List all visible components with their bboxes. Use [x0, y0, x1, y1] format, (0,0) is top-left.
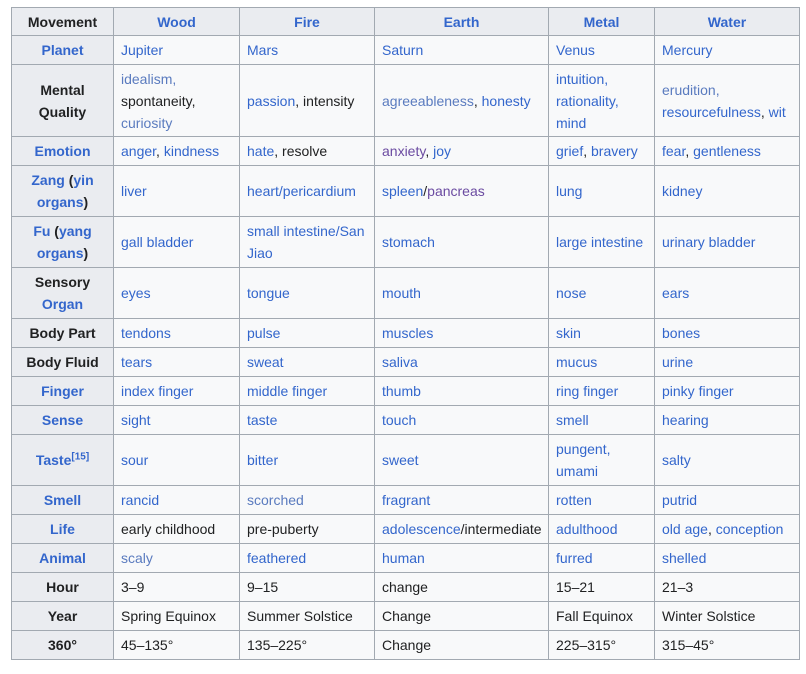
row-label-planet[interactable]: Planet [12, 36, 114, 65]
row-label-mental-quality: Mental Quality [12, 65, 114, 137]
cell-fu-wood[interactable]: gall bladder [114, 217, 240, 268]
cell-animal-fire[interactable]: feathered [240, 544, 375, 573]
row-life [12, 515, 800, 544]
row-label-zang: Zang (yin organs) [12, 166, 114, 217]
cell-degrees-earth: Change [375, 631, 549, 660]
cell-fu-earth[interactable]: stomach [375, 217, 549, 268]
cell-hour-earth: change [375, 573, 549, 602]
cell-bodypart-earth[interactable]: muscles [375, 319, 549, 348]
row-mental-quality [12, 65, 800, 137]
cell-degrees-metal: 225–315° [549, 631, 655, 660]
row-sense [12, 406, 800, 435]
link-curiosity[interactable]: curiosity [121, 114, 173, 131]
cell-emotion-earth: anxiety, joy [375, 137, 549, 166]
row-label-smell[interactable]: Smell [12, 486, 114, 515]
link-idealism[interactable]: idealism, [121, 70, 177, 87]
row-label-sensory-organ: Sensory Organ [12, 268, 114, 319]
link-wit[interactable]: wit [768, 103, 786, 120]
row-label-animal[interactable]: Animal [12, 544, 114, 573]
row-hour [12, 573, 800, 602]
link-mind[interactable]: mind [556, 114, 587, 131]
cell-animal-wood[interactable]: scaly [114, 544, 240, 573]
cell-finger-wood[interactable]: index finger [114, 377, 240, 406]
header-water[interactable]: Water [655, 8, 800, 36]
cell-fu-metal[interactable]: large intestine [549, 217, 655, 268]
header-earth[interactable]: Earth [375, 8, 549, 36]
row-taste [12, 435, 800, 486]
cell-finger-fire[interactable]: middle finger [240, 377, 375, 406]
cell-sensory-water[interactable]: ears [655, 268, 800, 319]
cell-zang-fire[interactable]: heart/pericardium [240, 166, 375, 217]
cell-sensory-fire[interactable]: tongue [240, 268, 375, 319]
cell-bodyfluid-wood[interactable]: tears [114, 348, 240, 377]
cell-smell-water[interactable]: putrid [655, 486, 800, 515]
cell-sense-metal[interactable]: smell [549, 406, 655, 435]
five-elements-table [11, 7, 800, 660]
cell-year-water: Winter Solstice [655, 602, 800, 631]
link-intuition[interactable]: intuition, [556, 70, 609, 87]
cell-degrees-fire: 135–225° [240, 631, 375, 660]
cell-animal-water[interactable]: shelled [655, 544, 800, 573]
link-erudition[interactable]: erudition, [662, 81, 720, 98]
cell-taste-water[interactable]: salty [655, 435, 800, 486]
row-emotion [12, 137, 800, 166]
cell-emotion-water: fear, gentleness [655, 137, 800, 166]
cell-sensory-earth[interactable]: mouth [375, 268, 549, 319]
cell-bodyfluid-water[interactable]: urine [655, 348, 800, 377]
cell-taste-fire[interactable]: bitter [240, 435, 375, 486]
cell-taste-metal: pungent, umami [549, 435, 655, 486]
row-fu [12, 217, 800, 268]
cell-mental-metal [549, 65, 655, 137]
cell-bodypart-wood[interactable]: tendons [114, 319, 240, 348]
row-degrees [12, 631, 800, 660]
row-label-degrees: 360° [12, 631, 114, 660]
row-label-year: Year [12, 602, 114, 631]
row-planet [12, 36, 800, 65]
cell-mental-fire: passion, intensity [240, 65, 375, 137]
cell-sense-water[interactable]: hearing [655, 406, 800, 435]
row-label-sense[interactable]: Sense [12, 406, 114, 435]
cell-year-wood: Spring Equinox [114, 602, 240, 631]
cell-finger-water[interactable]: pinky finger [655, 377, 800, 406]
cell-degrees-water: 315–45° [655, 631, 800, 660]
row-label-taste[interactable]: Taste[15] [12, 435, 114, 486]
cell-animal-earth[interactable]: human [375, 544, 549, 573]
cell-planet-metal[interactable]: Venus [549, 36, 655, 65]
link-passion[interactable]: passion [247, 92, 296, 109]
cell-year-metal: Fall Equinox [549, 602, 655, 631]
cell-taste-earth[interactable]: sweet [375, 435, 549, 486]
header-fire[interactable]: Fire [240, 8, 375, 36]
cell-mental-wood: idealism, spontaneity, curiosity [114, 65, 240, 137]
cell-sense-earth[interactable]: touch [375, 406, 549, 435]
cell-life-water: old age, conception [655, 515, 800, 544]
cell-life-fire: pre-puberty [240, 515, 375, 544]
cell-smell-metal[interactable]: rotten [549, 486, 655, 515]
cell-hour-water: 21–3 [655, 573, 800, 602]
cell-smell-fire[interactable]: scorched [240, 486, 375, 515]
cell-hour-metal: 15–21 [549, 573, 655, 602]
header-metal[interactable]: Metal [549, 8, 655, 36]
cell-sensory-metal[interactable]: nose [549, 268, 655, 319]
row-smell [12, 486, 800, 515]
cell-degrees-wood: 45–135° [114, 631, 240, 660]
row-label-body-fluid: Body Fluid [12, 348, 114, 377]
row-finger [12, 377, 800, 406]
cell-bodypart-metal[interactable]: skin [549, 319, 655, 348]
cell-sensory-wood[interactable]: eyes [114, 268, 240, 319]
row-body-part [12, 319, 800, 348]
cell-year-fire: Summer Solstice [240, 602, 375, 631]
cell-hour-fire: 9–15 [240, 573, 375, 602]
cell-emotion-wood: anger, kindness [114, 137, 240, 166]
row-label-emotion[interactable]: Emotion [12, 137, 114, 166]
cell-sense-wood[interactable]: sight [114, 406, 240, 435]
row-label-life[interactable]: Life [12, 515, 114, 544]
row-sensory-organ [12, 268, 800, 319]
cell-planet-wood[interactable]: Jupiter [114, 36, 240, 65]
link-honesty[interactable]: honesty [481, 92, 531, 109]
cell-taste-wood[interactable]: sour [114, 435, 240, 486]
cell-life-earth: adolescence/intermediate [375, 515, 549, 544]
cell-planet-water[interactable]: Mercury [655, 36, 800, 65]
cell-finger-earth[interactable]: thumb [375, 377, 549, 406]
row-year [12, 602, 800, 631]
cell-zang-earth: spleen/pancreas [375, 166, 549, 217]
footnote-15[interactable]: [15] [71, 451, 90, 463]
cell-zang-wood[interactable]: liver [114, 166, 240, 217]
link-rationality[interactable]: rationality, [556, 92, 619, 109]
cell-emotion-fire: hate, resolve [240, 137, 375, 166]
cell-smell-earth[interactable]: fragrant [375, 486, 549, 515]
cell-bodypart-water[interactable]: bones [655, 319, 800, 348]
row-label-finger[interactable]: Finger [12, 377, 114, 406]
cell-zang-water[interactable]: kidney [655, 166, 800, 217]
cell-fu-water[interactable]: urinary bladder [655, 217, 800, 268]
cell-bodyfluid-earth[interactable]: saliva [375, 348, 549, 377]
row-label-hour: Hour [12, 573, 114, 602]
row-label-fu: Fu (yang organs) [12, 217, 114, 268]
cell-mental-water: erudition, resourcefulness, wit [655, 65, 800, 137]
header-movement: Movement [12, 8, 114, 36]
cell-mental-earth: agreeableness, honesty [375, 65, 549, 137]
cell-bodyfluid-fire[interactable]: sweat [240, 348, 375, 377]
cell-bodyfluid-metal[interactable]: mucus [549, 348, 655, 377]
cell-planet-earth[interactable]: Saturn [375, 36, 549, 65]
header-wood[interactable]: Wood [114, 8, 240, 36]
row-label-body-part: Body Part [12, 319, 114, 348]
cell-fu-fire[interactable]: small intestine/San Jiao [240, 217, 375, 268]
cell-sense-fire[interactable]: taste [240, 406, 375, 435]
header-row [12, 8, 800, 36]
cell-emotion-metal: grief, bravery [549, 137, 655, 166]
cell-life-wood: early childhood [114, 515, 240, 544]
row-animal [12, 544, 800, 573]
cell-life-metal[interactable]: adulthood [549, 515, 655, 544]
cell-year-earth: Change [375, 602, 549, 631]
cell-hour-wood: 3–9 [114, 573, 240, 602]
cell-bodypart-fire[interactable]: pulse [240, 319, 375, 348]
row-body-fluid [12, 348, 800, 377]
cell-zang-metal[interactable]: lung [549, 166, 655, 217]
link-resourcefulness[interactable]: resourcefulness [662, 103, 761, 120]
cell-animal-metal[interactable]: furred [549, 544, 655, 573]
cell-finger-metal[interactable]: ring finger [549, 377, 655, 406]
link-agreeableness[interactable]: agreeableness [382, 92, 474, 109]
row-zang [12, 166, 800, 217]
cell-smell-wood[interactable]: rancid [114, 486, 240, 515]
cell-planet-fire[interactable]: Mars [240, 36, 375, 65]
